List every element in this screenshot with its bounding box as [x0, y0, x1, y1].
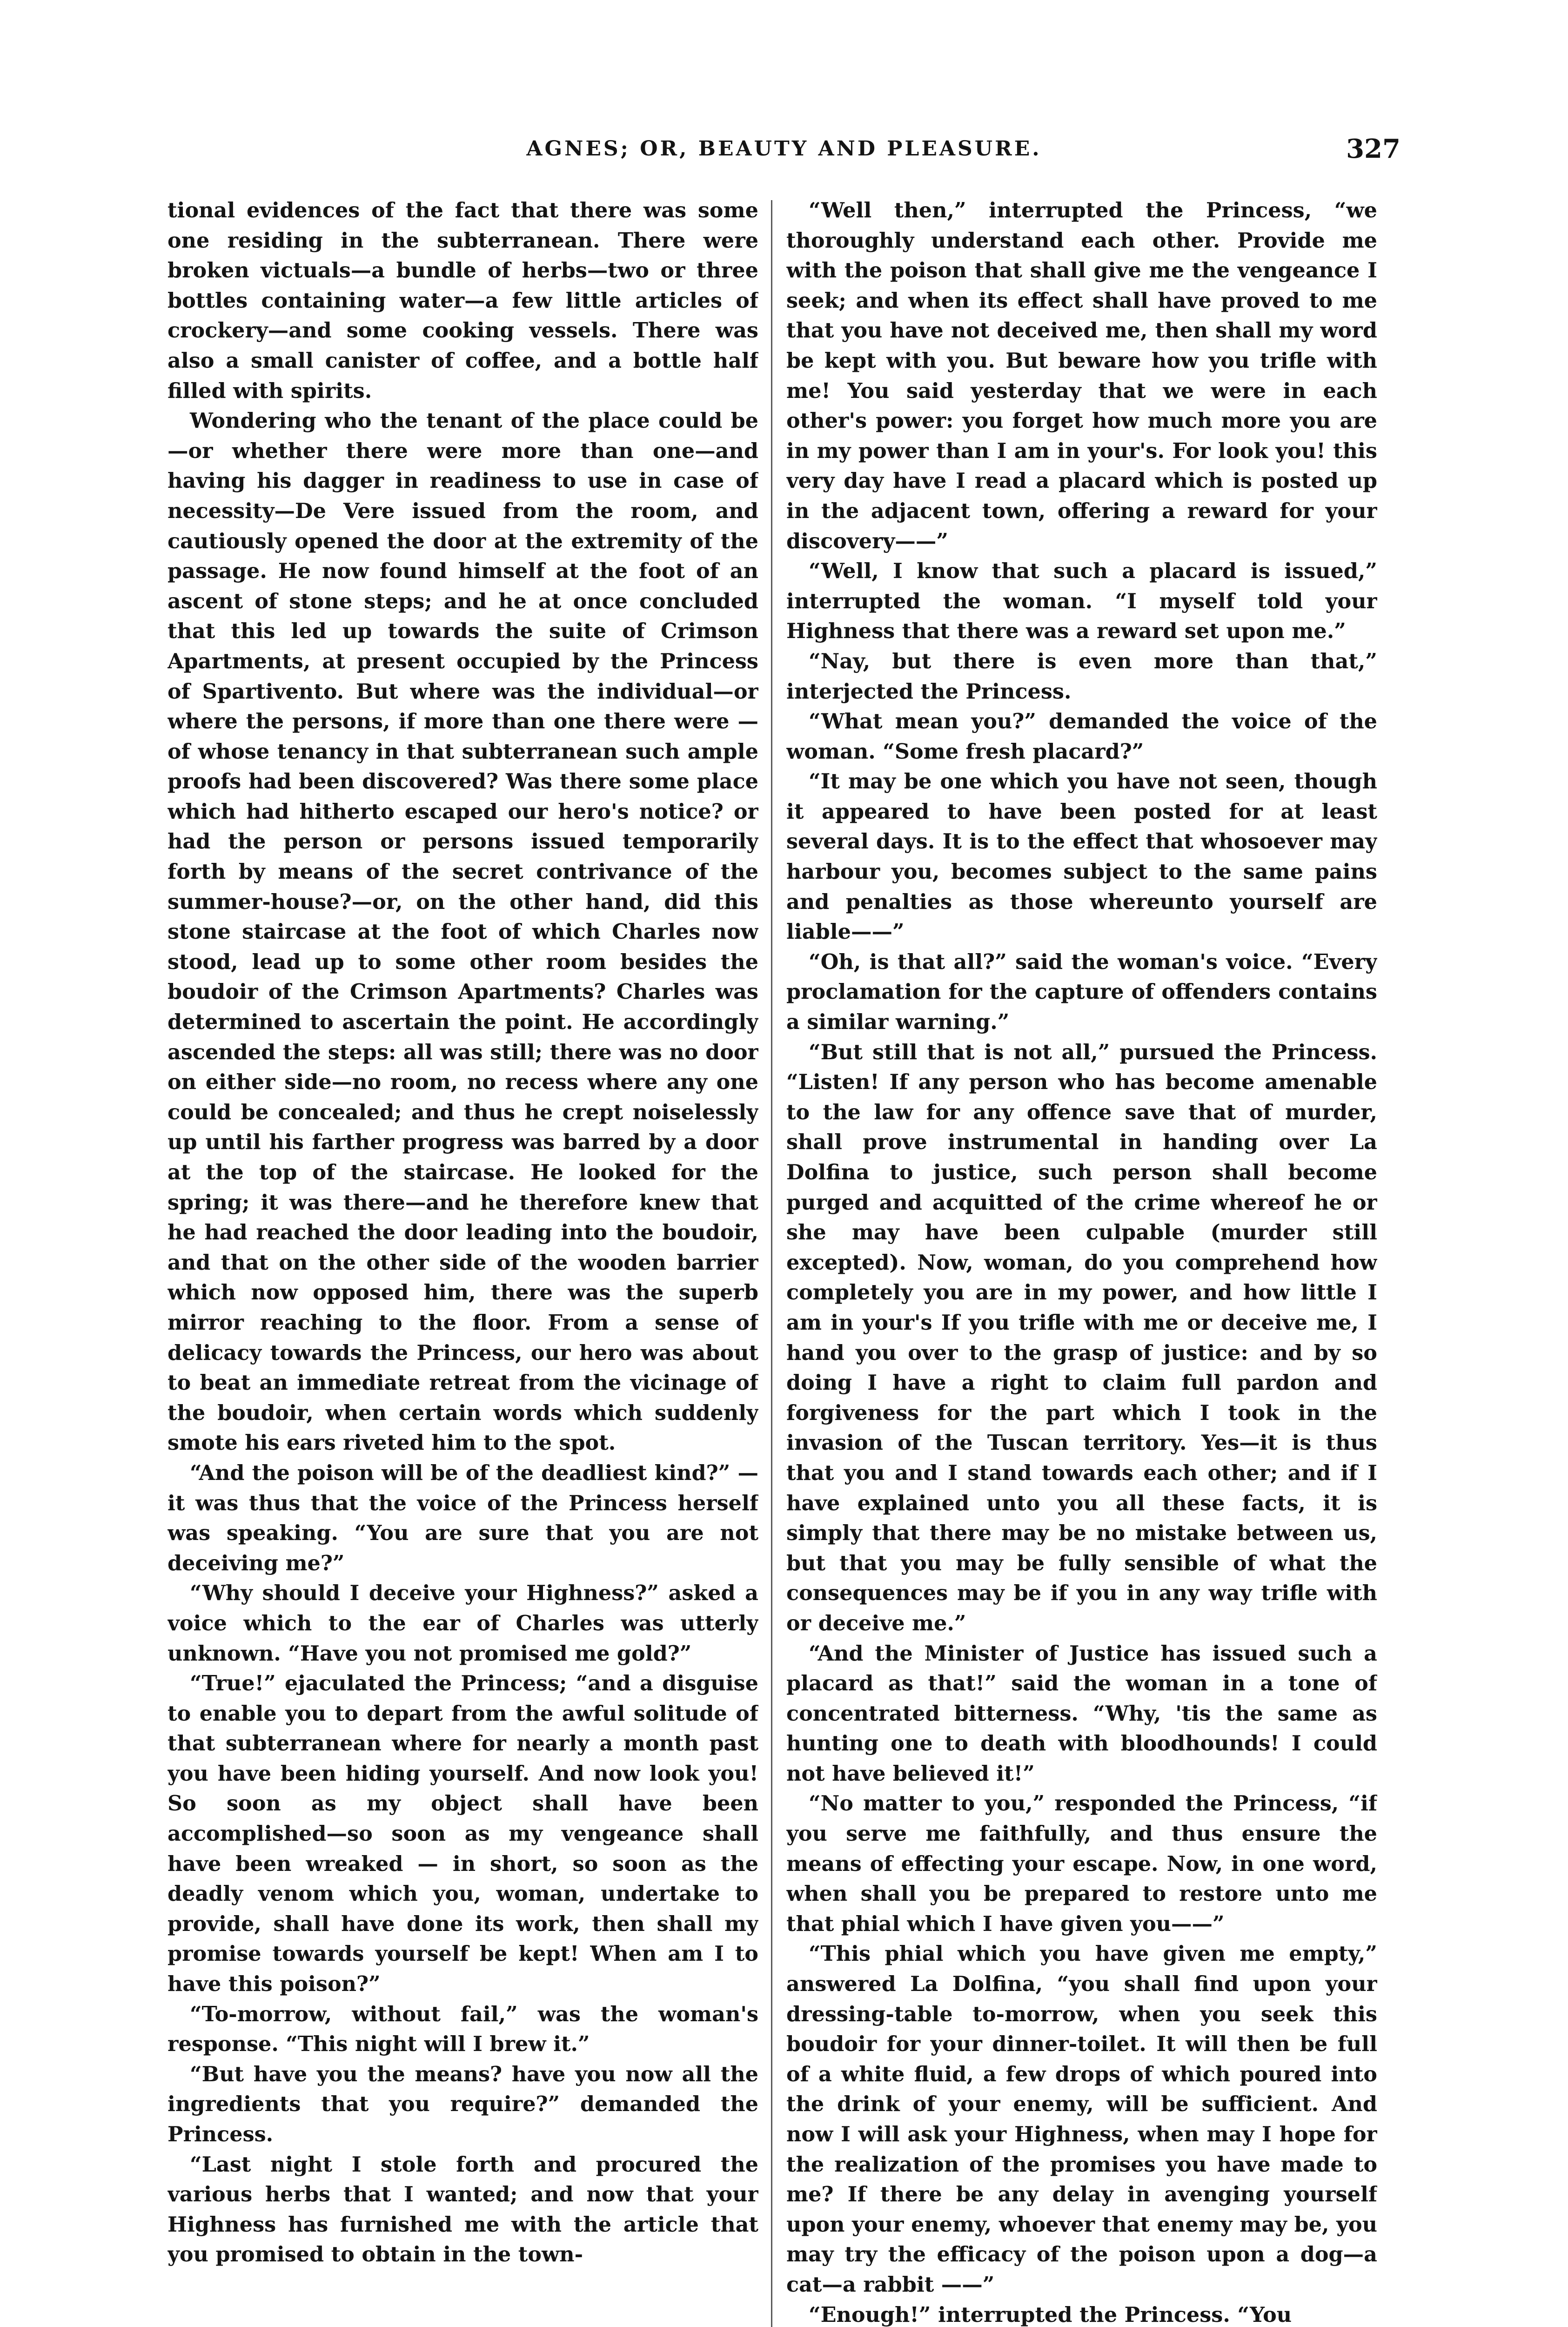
- paragraph: “Enough!” interrupted the Princess. “You: [809, 2302, 1292, 2327]
- paragraph: “No matter to you,” responded the Princess, “if you serve me faithfully, and thus ensure the means of effecting your escape. Now, in one word, when shall you be prepared to restore unto me that phial which I have given you——”: [786, 1791, 1377, 1936]
- paragraph: “Last night I stole forth and procured the various herbs that I wanted; and now that your Highness has furnished me with the article that you promised to obtain in the town-: [168, 2152, 758, 2267]
- paragraph: “True!” ejaculated the Princess; “and a disguise to enable you to depart from the awful solitude of that subterranean where for nearly a month past you have been hiding yourself. And now look you! So soon as my object shall have been accomplished—so soon as my vengeance shall have been wreaked — in short, so soon as the deadly venom which you, woman, undertake to provide, shall have done its work, then shall my promise towards yourself be kept! When am I to have this poison?”: [168, 1671, 758, 1997]
- paragraph: “This phial which you have given me empty,” answered La Dolfina, “you shall find upon your dressing-table to-morrow, when you seek this boudoir for your dinner-toilet. It will then be full of a white fluid, a few drops of which poured into the drink of your enemy, will be sufficient. And now I will ask your Highness, when may I hope for the realization of the promises you have made to me? If there be any delay in avenging yourself upon your enemy, whoever that enemy may be, you may try the efficacy of the poison upon a dog—a cat—a rabbit ——”: [786, 1942, 1377, 2297]
- paragraph: “Well, I know that such a placard is issued,” interrupted the woman. “I myself told your Highness that there was a reward set upon me.”: [786, 559, 1377, 644]
- paragraph: “Oh, is that all?” said the woman's voice. “Every proclamation for the capture of offenders contains a similar warning.”: [786, 949, 1377, 1035]
- right-column: [786, 195, 1377, 2327]
- paragraph: “Why should I deceive your Highness?” asked a voice which to the ear of Charles was utterly unknown. “Have you not promised me gold?”: [168, 1581, 758, 1666]
- paragraph: “It may be one which you have not seen, though it appeared to have been posted for at least several days. It is to the effect that whosoever may harbour you, becomes subject to the same pains and penalties as those whereunto yourself are liable——”: [786, 769, 1377, 944]
- running-head: [168, 133, 1400, 170]
- paragraph: “And the Minister of Justice has issued such a placard as that!” said the woman in a tone of concentrated bitterness. “Why, 'tis the same as hunting one to death with bloodhounds! I could not have believed it!”: [786, 1641, 1377, 1786]
- left-column: [168, 195, 758, 2327]
- paragraph: “But have you the means? have you now all the ingredients that you require?” demanded the Princess.: [168, 2062, 758, 2146]
- paragraph: “Nay, but there is even more than that,” interjected the Princess.: [786, 649, 1377, 704]
- paragraph: “But still that is not all,” pursued the Princess. “Listen! If any person who has become amenable to the law for any offence save that of murder, shall prove instrumental in handing over La Dolfina to justice, such person shall become purged and acquitted of the crime whereof he or she may have been culpable (murder still excepted). Now, woman, do you comprehend how completely you are in my power, and how little I am in your's If you trifle with me or deceive me, I hand you over to the grasp of justice: and by so doing I have a right to claim full pardon and forgiveness for the part which I took in the invasion of the Tuscan territory. Yes—it is thus that you and I stand towards each other; and if I have explained unto you all these facts, it is simply that there may be no mistake between us, but that you may be fully sensible of what the consequences may be if you in any way trifle with or deceive me.”: [786, 1040, 1377, 1635]
- paragraph: “What mean you?” demanded the voice of the woman. “Some fresh placard?”: [786, 709, 1377, 764]
- paragraph: “To-morrow, without fail,” was the woman's response. “This night will I brew it.”: [168, 2002, 758, 2057]
- paragraph: tional evidences of the fact that there was some one residing in the subterranean. There were broken victuals—a bundle of herbs—two or three bottles containing water—a few little articles of crockery—and some cooking vessels. There was also a small canister of coffee, and a bottle half filled with spirits.: [168, 198, 758, 403]
- paragraph: Wondering who the tenant of the place could be—or whether there were more than one—and having his dagger in readiness to use in case of necessity—De Vere issued from the room, and cautiously opened the door at the extremity of the passage. He now found himself at the foot of an ascent of stone steps; and he at once concluded that this led up towards the suite of Crimson Apartments, at present occupied by the Princess of Spartivento. But where was the individual—or where the persons, if more than one there were —of whose tenancy in that subterranean such ample proofs had been discovered? Was there some place which had hitherto escaped our hero's notice? or had the person or persons issued temporarily forth by means of the secret contrivance of the summer-house?—or, on the other hand, did this stone staircase at the foot of which Charles now stood, lead up to some other room besides the boudoir of the Crimson Apartments? Charles was determined to ascertain the point. He accordingly ascended the steps: all was still; there was no door on either side—no room, no recess where any one could be concealed; and thus he crept noiselessly up until his farther progress was barred by a door at the top of the staircase. He looked for the spring; it was there—and he therefore knew that he had reached the door leading into the boudoir, and that on the other side of the wooden barrier which now opposed him, there was the superb mirror reaching to the floor. From a sense of delicacy towards the Princess, our hero was about to beat an immediate retreat from the vicinage of the boudoir, when certain words which suddenly smote his ears riveted him to the spot.: [168, 409, 758, 1455]
- page-number: 327: [1346, 134, 1400, 164]
- column-divider: [771, 200, 772, 2327]
- running-title: AGNES; OR, BEAUTY AND PLEASURE.: [526, 137, 1042, 161]
- paragraph: “And the poison will be of the deadliest kind?” —it was thus that the voice of the Princess herself was speaking. “You are sure that you are not deceiving me?”: [168, 1460, 758, 1575]
- paragraph: “Well then,” interrupted the Princess, “we thoroughly understand each other. Provide me with the poison that shall give me the vengeance I seek; and when its effect shall have proved to me that you have not deceived me, then shall my word be kept with you. But beware how you trifle with me! You said yesterday that we were in each other's power: you forget how much more you are in my power than I am in your's. For look you! this very day have I read a placard which is posted up in the adjacent town, offering a reward for your discovery——”: [786, 198, 1377, 553]
